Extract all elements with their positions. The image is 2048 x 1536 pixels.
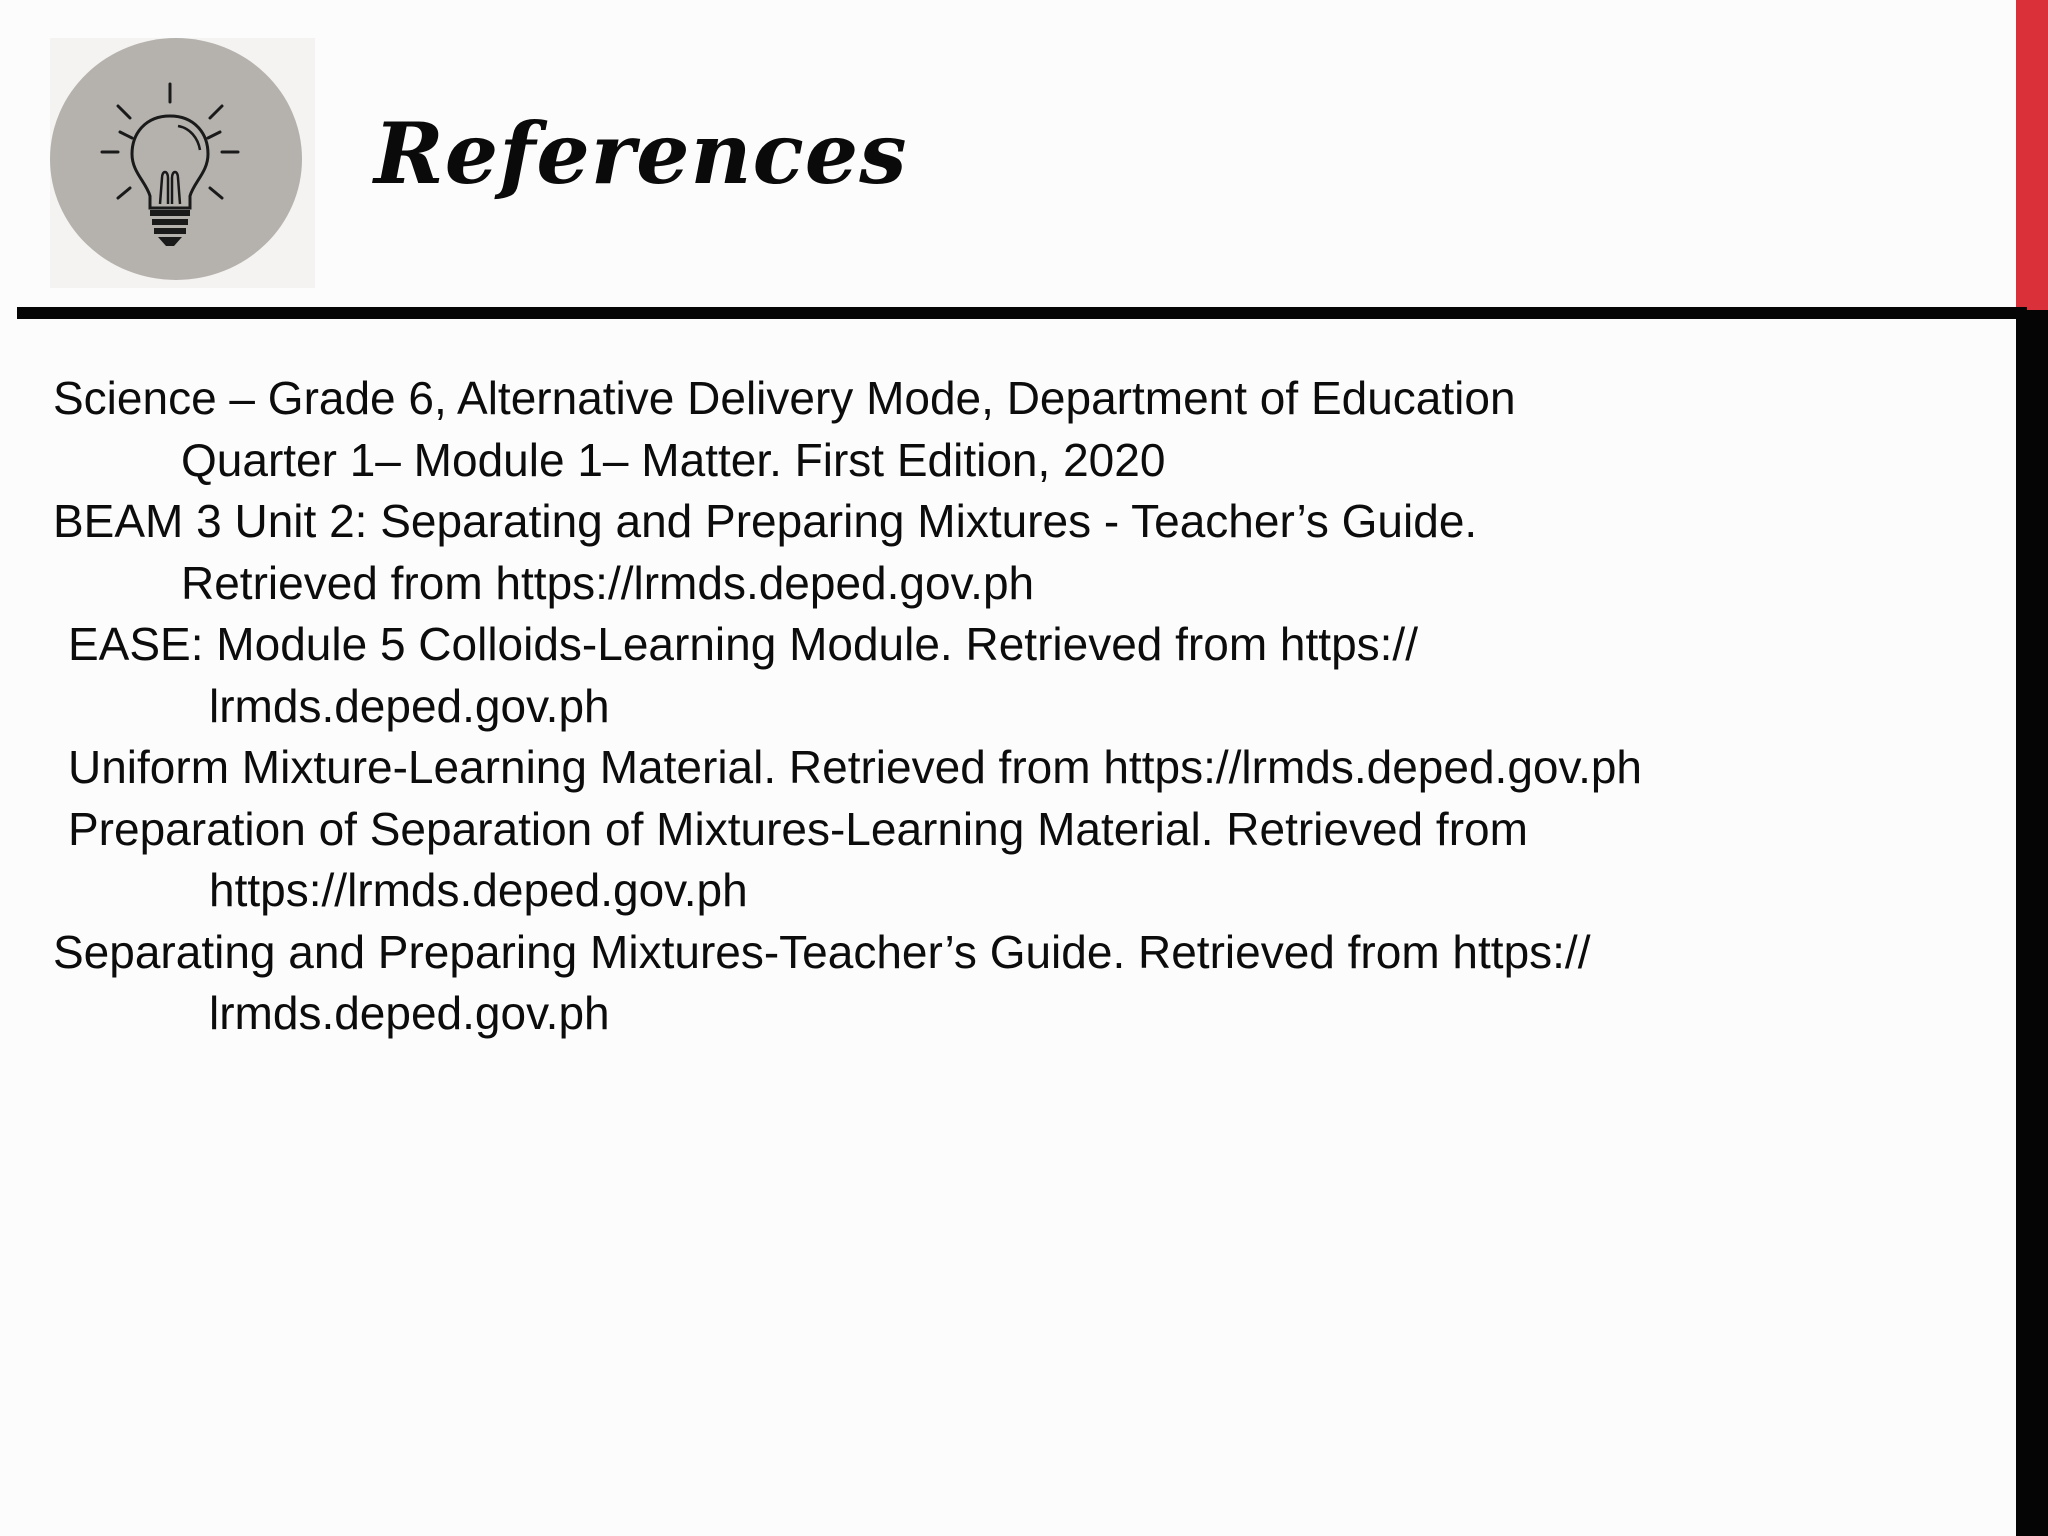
reference-line-continued: Quarter 1– Module 1– Matter. First Edition, 2020 [181, 433, 1166, 486]
reference-item [53, 491, 1953, 614]
reference-line-continued: lrmds.deped.gov.ph [209, 679, 610, 732]
reference-item [53, 368, 1953, 491]
icon-container [50, 38, 315, 288]
reference-item [53, 922, 1953, 1045]
reference-line: Science – Grade 6, Alternative Delivery Mode, Department of Education [53, 372, 1516, 424]
page-title: References [374, 104, 908, 203]
header-divider [17, 307, 2027, 319]
accent-bar-black [2016, 310, 2048, 1536]
reference-item [53, 737, 1953, 799]
reference-item [53, 799, 1953, 922]
reference-line: Preparation of Separation of Mixtures-Learning Material. Retrieved from [68, 802, 1528, 855]
accent-bar-red [2016, 0, 2048, 310]
reference-line: Separating and Preparing Mixtures-Teacher’s Guide. Retrieved from https:// [53, 925, 1591, 978]
reference-item [53, 614, 1953, 737]
reference-line: BEAM 3 Unit 2: Separating and Preparing Mixtures - Teacher’s Guide. [53, 495, 1478, 547]
reference-line: Uniform Mixture-Learning Material. Retrieved from https://lrmds.deped.gov.ph [68, 741, 1643, 793]
lightbulb-icon [50, 38, 302, 280]
reference-line: EASE: Module 5 Colloids-Learning Module. Retrieved from https:// [68, 618, 1418, 670]
reference-line-continued: Retrieved from https://lrmds.deped.gov.ph [181, 556, 1035, 609]
reference-line-continued: https://lrmds.deped.gov.ph [209, 864, 748, 916]
reference-line-continued: lrmds.deped.gov.ph [209, 987, 610, 1039]
references-list [53, 368, 1953, 1045]
